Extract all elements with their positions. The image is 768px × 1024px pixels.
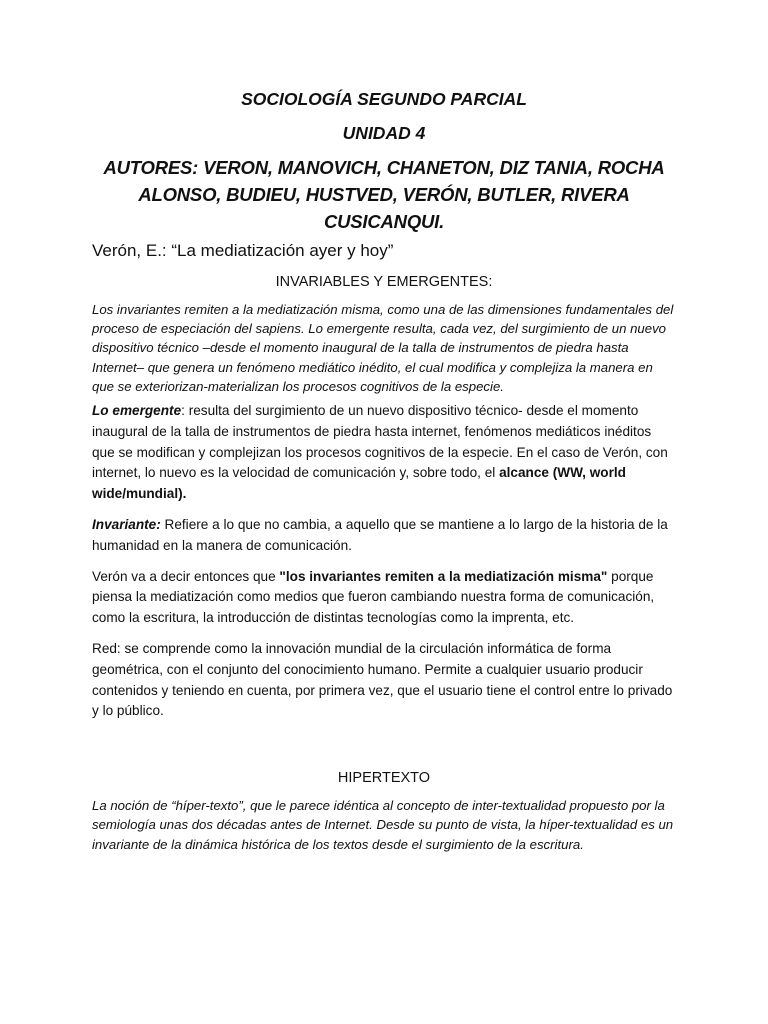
section-heading-hipertexto: HIPERTEXTO xyxy=(337,770,431,787)
veron-quote: "los invariantes remiten a la mediatización misma" xyxy=(279,568,608,584)
veron-post: porque piensa la mediatización como medios que fueron cambiando nuestra forma de comunicación, como la escritura, la introducción de distintas tecnologías como la imprenta, etc. xyxy=(92,568,655,626)
invariante-text: Refiere a lo que no cambia, a aquello que se mantiene a lo largo de la historia de la humanidad en la manera de comunicación. xyxy=(92,517,668,553)
authors-heading: AUTORES: VERON, MANOVICH, CHANETON, DIZ TANIA, ROCHA ALONSO, BUDIEU, HUSTVED, VERÓN, BUTLER, RIVERA CUSICANQUI. xyxy=(103,157,665,232)
document-title: SOCIOLOGÍA SEGUNDO PARCIAL xyxy=(241,89,527,109)
invariante-term: Invariante: xyxy=(92,517,161,532)
section-heading-invariables: INVARIABLES Y EMERGENTES: xyxy=(275,274,493,290)
veron-pre: Verón va a decir entonces que xyxy=(92,568,280,584)
hipertexto-intro-paragraph: La noción de “híper-texto”, que le parece idéntica al concepto de inter-textualidad propuesto por la semiología unas dos décadas antes de Internet. Desde su punto de vista, la híper-textualidad es un invariante de la dinámica histórica de los textos desde el surgimiento de la escritura. xyxy=(92,798,674,852)
emergente-bold-end: alcance (WW, world wide/mundial). xyxy=(92,465,626,502)
red-paragraph: Red: se comprende como la innovación mundial de la circulación informática de forma geométrica, con el conjunto del conocimiento humano. Permite a cualquier usuario producir contenidos y teniendo en cuenta, por primera vez, que el usuario tiene el control entre lo privado y lo público. xyxy=(92,640,673,719)
invariante-paragraph xyxy=(92,515,676,557)
emergente-paragraph xyxy=(92,401,676,505)
emergente-text: : resulta del surgimiento de un nuevo dispositivo técnico- desde el momento inaugural de la talla de instrumentos de piedra hasta internet, fenómenos mediáticos inéditos que se modifican y complejizan los procesos cognitivos de la especie. En el caso de Verón, con internet, lo nuevo es la velocidad de comunicación y, sobre todo, el xyxy=(92,403,668,481)
emergente-term: Lo emergente xyxy=(92,403,182,419)
invariables-intro-paragraph: Los invariantes remiten a la mediatización misma, como una de las dimensiones fundamentales del proceso de especiación del sapiens. Lo emergente resulta, cada vez, del surgimiento de un nuevo dispositivo técnico –desde el momento inaugural de la talla de instrumentos de piedra hasta Internet– que genera un fenómeno mediático inédito, el cual modifica y complejiza la manera en que se exteriorizan-materializan los procesos cognitivos de la especie. xyxy=(92,302,674,394)
unit-title: UNIDAD 4 xyxy=(342,123,426,143)
veron-paragraph xyxy=(92,567,676,629)
reading-subtitle: Verón, E.: “La mediatización ayer y hoy” xyxy=(92,241,394,260)
